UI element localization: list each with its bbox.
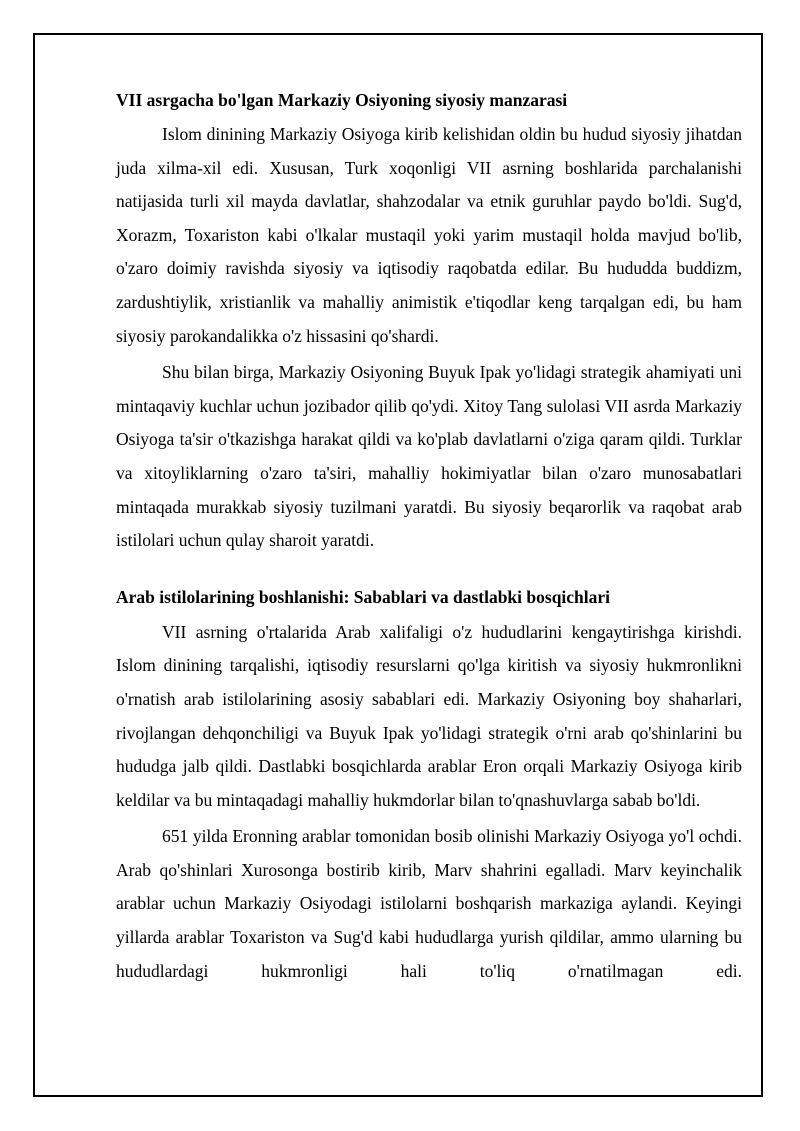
section-1-paragraph-2: Shu bilan birga, Markaziy Osiyoning Buyuk Ipak yo'lidagi strategik ahamiyati uni mintaqaviy kuchlar uchun jozibador qilib qo'ydi. Xitoy Tang sulolasi VII asrda Markaziy Osiyoga ta'sir o'tkazishga harakat qildi va ko'plab davlatlarni o'ziga qaram qildi. Turklar va xitoyliklarning o'zaro ta'siri, mahalliy hokimiyatlar bilan o'zaro munosabatlari mintaqada murakkab siyosiy tuzilmani yaratdi. Bu siyosiy beqarorlik va raqobat arab istilolari uchun qulay sharoit yaratdi. bbox=[116, 362, 742, 551]
section-2-paragraph-2: 651 yilda Eronning arablar tomonidan bosib olinishi Markaziy Osiyoga yo'l ochdi. Arab qo'shinlari Xurosonga bostirib kirib, Marv shahrini egalladi. Marv keyinchalik arablar uchun Markaziy Osiyodagi istilolarni boshqarish markaziga aylandi. Keyingi yillarda arablar Toxariston va Sug'd kabi hududlarga yurish qildilar, ammo ularning bu hududlardagi hukmronligi hali to'liq o'rnatilmagan edi. bbox=[116, 826, 742, 981]
section-heading-2: Arab istilolarining boshlanishi: Sabablari va dastlabki bosqichlari bbox=[116, 586, 611, 607]
section-1-paragraph-1: Islom dinining Markaziy Osiyoga kirib kelishidan oldin bu hudud siyosiy jihatdan juda xilma-xil edi. Xususan, Turk xoqonligi VII asrning boshlarida parchalanishi natijasida turli xil mayda davlatlar, shahzodalar va etnik guruhlar paydo bo'ldi. Sug'd, Xorazm, Toxariston kabi o'lkalar mustaqil yoki yarim mustaqil holda mavjud bo'lib, o'zaro doimiy ravishda siyosiy va iqtisodiy raqobatda edilar. Bu hududda buddizm, zardushtiylik, xristianlik va mahalliy animistik e'tiqodlar keng tarqalgan edi, bu ham siyosiy parokandalikka o'z hissasini qo'shardi. bbox=[116, 124, 742, 346]
document-body bbox=[116, 84, 742, 988]
section-2-paragraph-1: VII asrning o'rtalarida Arab xalifaligi o'z hududlarini kengaytirishga kirishdi. Islom dinining tarqalishi, iqtisodiy resurslarni qo'lga kiritish va siyosiy hukmronlikni o'rnatish arab istilolarining asosiy sabablari edi. Markaziy Osiyoning boy shaharlari, rivojlangan dehqonchiligi va Buyuk Ipak yo'lidagi strategik o'rni arab qo'shinlarini bu hududga jalb qildi. Dastlabki bosqichlarda arablar Eron orqali Markaziy Osiyoga kirib keldilar va bu mintaqadagi mahalliy hukmdorlar bilan to'qnashuvlarga sabab bo'ldi. bbox=[116, 621, 742, 810]
section-heading-1: VII asrgacha bo'lgan Markaziy Osiyoning siyosiy manzarasi bbox=[116, 90, 568, 110]
